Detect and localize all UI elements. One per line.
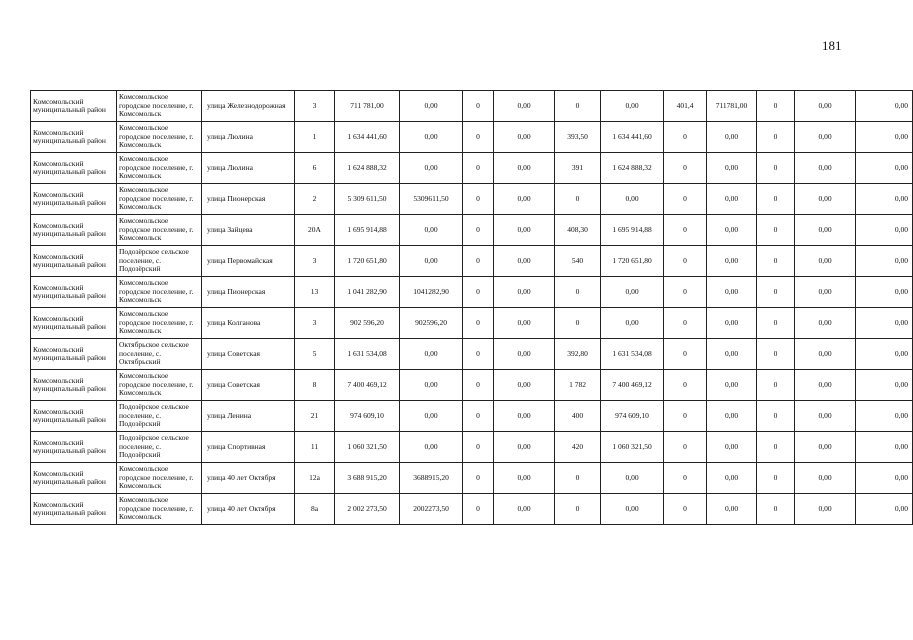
value-cell: 0 — [757, 184, 795, 215]
table-row — [31, 153, 913, 184]
value-cell: 0,00 — [707, 401, 757, 432]
value-cell: 1 624 888,32 — [601, 153, 664, 184]
value-cell: 0,00 — [400, 370, 463, 401]
value-cell: 0,00 — [494, 91, 555, 122]
value-cell: 0,00 — [856, 153, 913, 184]
street-cell: улица Пионерская — [202, 184, 295, 215]
district-cell: Комсомольский муниципальный район — [31, 432, 117, 463]
total-cost-cell: 5 309 611,50 — [335, 184, 400, 215]
district-cell: Комсомольский муниципальный район — [31, 370, 117, 401]
value-cell: 0 — [555, 308, 601, 339]
value-cell: 0 — [664, 339, 707, 370]
value-cell: 400 — [555, 401, 601, 432]
value-cell: 0,00 — [707, 463, 757, 494]
value-cell: 0 — [757, 122, 795, 153]
value-cell: 0,00 — [795, 246, 856, 277]
street-cell: улица Советская — [202, 339, 295, 370]
value-cell: 0 — [757, 153, 795, 184]
table-row — [31, 91, 913, 122]
value-cell: 0,00 — [707, 277, 757, 308]
value-cell: 711781,00 — [707, 91, 757, 122]
settlement-cell: Комсомольское городское поселение, г. Комсомольск — [117, 463, 202, 494]
value-cell: 0 — [757, 432, 795, 463]
value-cell: 0 — [463, 339, 494, 370]
value-cell: 0,00 — [601, 91, 664, 122]
value-cell: 0 — [664, 122, 707, 153]
value-cell: 0 — [463, 370, 494, 401]
value-cell: 0,00 — [494, 215, 555, 246]
street-cell: улица Советская — [202, 370, 295, 401]
settlement-cell: Комсомольское городское поселение, г. Комсомольск — [117, 184, 202, 215]
house-number-cell: 3 — [295, 308, 335, 339]
settlement-cell: Комсомольское городское поселение, г. Комсомольск — [117, 370, 202, 401]
value-cell: 0 — [463, 494, 494, 525]
value-cell: 0,00 — [400, 432, 463, 463]
settlement-cell: Комсомольское городское поселение, г. Комсомольск — [117, 122, 202, 153]
value-cell: 0,00 — [856, 339, 913, 370]
district-cell: Комсомольский муниципальный район — [31, 215, 117, 246]
value-cell: 0,00 — [601, 463, 664, 494]
table-row — [31, 215, 913, 246]
value-cell: 0,00 — [856, 215, 913, 246]
value-cell: 0,00 — [795, 463, 856, 494]
house-number-cell: 3 — [295, 246, 335, 277]
value-cell: 0,00 — [856, 184, 913, 215]
district-cell: Комсомольский муниципальный район — [31, 277, 117, 308]
value-cell: 1041282,90 — [400, 277, 463, 308]
house-number-cell: 5 — [295, 339, 335, 370]
street-cell: улица 40 лет Октября — [202, 463, 295, 494]
value-cell: 401,4 — [664, 91, 707, 122]
total-cost-cell: 1 695 914,88 — [335, 215, 400, 246]
value-cell: 0,00 — [795, 308, 856, 339]
value-cell: 0,00 — [400, 153, 463, 184]
district-cell: Комсомольский муниципальный район — [31, 494, 117, 525]
value-cell: 0,00 — [494, 370, 555, 401]
district-cell: Комсомольский муниципальный район — [31, 246, 117, 277]
value-cell: 0,00 — [856, 246, 913, 277]
value-cell: 0 — [757, 370, 795, 401]
settlement-cell: Комсомольское городское поселение, г. Комсомольск — [117, 153, 202, 184]
street-cell: улица Зайцева — [202, 215, 295, 246]
value-cell: 0,00 — [400, 246, 463, 277]
value-cell: 0,00 — [707, 339, 757, 370]
value-cell: 0,00 — [795, 370, 856, 401]
value-cell: 0 — [757, 494, 795, 525]
total-cost-cell: 1 060 321,50 — [335, 432, 400, 463]
value-cell: 0 — [664, 308, 707, 339]
value-cell: 0 — [463, 401, 494, 432]
house-number-cell: 6 — [295, 153, 335, 184]
settlement-cell: Комсомольское городское поселение, г. Комсомольск — [117, 91, 202, 122]
value-cell: 0 — [757, 401, 795, 432]
value-cell: 540 — [555, 246, 601, 277]
value-cell: 902596,20 — [400, 308, 463, 339]
district-cell: Комсомольский муниципальный район — [31, 308, 117, 339]
value-cell: 391 — [555, 153, 601, 184]
value-cell: 0,00 — [795, 432, 856, 463]
settlement-cell: Комсомольское городское поселение, г. Комсомольск — [117, 494, 202, 525]
value-cell: 0 — [664, 401, 707, 432]
value-cell: 0,00 — [856, 463, 913, 494]
value-cell: 0,00 — [494, 184, 555, 215]
table-row — [31, 401, 913, 432]
value-cell: 0 — [463, 184, 494, 215]
house-number-cell: 8а — [295, 494, 335, 525]
value-cell: 0,00 — [601, 184, 664, 215]
value-cell: 0,00 — [707, 432, 757, 463]
total-cost-cell: 1 720 651,80 — [335, 246, 400, 277]
value-cell: 0,00 — [856, 91, 913, 122]
settlement-cell: Комсомольское городское поселение, г. Комсомольск — [117, 215, 202, 246]
settlement-cell: Комсомольское городское поселение, г. Комсомольск — [117, 308, 202, 339]
house-number-cell: 1 — [295, 122, 335, 153]
value-cell: 0,00 — [707, 370, 757, 401]
value-cell: 0,00 — [601, 277, 664, 308]
table-row — [31, 308, 913, 339]
total-cost-cell: 711 781,00 — [335, 91, 400, 122]
total-cost-cell: 2 002 273,50 — [335, 494, 400, 525]
value-cell: 0 — [757, 463, 795, 494]
value-cell: 0 — [664, 153, 707, 184]
value-cell: 0 — [757, 308, 795, 339]
value-cell: 0 — [664, 432, 707, 463]
value-cell: 0,00 — [707, 153, 757, 184]
district-cell: Комсомольский муниципальный район — [31, 122, 117, 153]
street-cell: улица Железнодорожная — [202, 91, 295, 122]
value-cell: 0,00 — [400, 215, 463, 246]
settlement-cell: Комсомольское городское поселение, г. Комсомольск — [117, 277, 202, 308]
value-cell: 0 — [664, 277, 707, 308]
value-cell: 0,00 — [494, 246, 555, 277]
settlement-cell: Подозёрское сельское поселение, с. Подозёрский — [117, 401, 202, 432]
value-cell: 0 — [757, 246, 795, 277]
value-cell: 0,00 — [494, 308, 555, 339]
house-number-cell: 13 — [295, 277, 335, 308]
table-row — [31, 246, 913, 277]
street-cell: улица Спортивная — [202, 432, 295, 463]
value-cell: 0,00 — [795, 494, 856, 525]
house-number-cell: 2 — [295, 184, 335, 215]
street-cell: улица Пионерская — [202, 277, 295, 308]
value-cell: 0 — [664, 494, 707, 525]
value-cell: 0,00 — [707, 215, 757, 246]
value-cell: 0 — [463, 432, 494, 463]
district-cell: Комсомольский муниципальный район — [31, 184, 117, 215]
value-cell: 5309611,50 — [400, 184, 463, 215]
value-cell: 1 720 651,80 — [601, 246, 664, 277]
value-cell: 1 782 — [555, 370, 601, 401]
value-cell: 0,00 — [494, 122, 555, 153]
table-row — [31, 339, 913, 370]
street-cell: улица Первомайская — [202, 246, 295, 277]
value-cell: 0,00 — [856, 122, 913, 153]
value-cell: 0,00 — [795, 153, 856, 184]
value-cell: 0,00 — [795, 277, 856, 308]
district-cell: Комсомольский муниципальный район — [31, 401, 117, 432]
value-cell: 0,00 — [400, 401, 463, 432]
value-cell: 0 — [463, 308, 494, 339]
value-cell: 0,00 — [494, 401, 555, 432]
total-cost-cell: 902 596,20 — [335, 308, 400, 339]
value-cell: 0 — [555, 184, 601, 215]
total-cost-cell: 974 609,10 — [335, 401, 400, 432]
value-cell: 0,00 — [795, 122, 856, 153]
value-cell: 0,00 — [795, 91, 856, 122]
district-cell: Комсомольский муниципальный район — [31, 91, 117, 122]
value-cell: 0,00 — [601, 494, 664, 525]
value-cell: 0,00 — [494, 339, 555, 370]
value-cell: 0,00 — [494, 432, 555, 463]
table-row — [31, 184, 913, 215]
house-number-cell: 11 — [295, 432, 335, 463]
value-cell: 0 — [463, 463, 494, 494]
value-cell: 0 — [463, 215, 494, 246]
settlement-cell: Подозёрское сельское поселение, с. Подозёрский — [117, 246, 202, 277]
value-cell: 0 — [555, 494, 601, 525]
value-cell: 0 — [757, 339, 795, 370]
value-cell: 0,00 — [400, 339, 463, 370]
value-cell: 0 — [664, 463, 707, 494]
total-cost-cell: 7 400 469,12 — [335, 370, 400, 401]
value-cell: 0,00 — [795, 184, 856, 215]
value-cell: 420 — [555, 432, 601, 463]
value-cell: 0,00 — [601, 308, 664, 339]
value-cell: 392,80 — [555, 339, 601, 370]
value-cell: 0,00 — [494, 153, 555, 184]
value-cell: 0 — [463, 91, 494, 122]
total-cost-cell: 1 041 282,90 — [335, 277, 400, 308]
value-cell: 0 — [664, 215, 707, 246]
total-cost-cell: 1 634 441,60 — [335, 122, 400, 153]
house-number-cell: 3 — [295, 91, 335, 122]
value-cell: 0 — [664, 370, 707, 401]
value-cell: 0,00 — [856, 494, 913, 525]
table-row — [31, 494, 913, 525]
value-cell: 0,00 — [795, 339, 856, 370]
value-cell: 0,00 — [494, 494, 555, 525]
value-cell: 0 — [555, 277, 601, 308]
value-cell: 0,00 — [707, 308, 757, 339]
table-row — [31, 432, 913, 463]
value-cell: 393,50 — [555, 122, 601, 153]
value-cell: 0,00 — [856, 401, 913, 432]
settlement-cell: Октябрьское сельское поселение, с. Октябрьский — [117, 339, 202, 370]
district-cell: Комсомольский муниципальный район — [31, 463, 117, 494]
value-cell: 408,30 — [555, 215, 601, 246]
value-cell: 0,00 — [856, 277, 913, 308]
value-cell: 0,00 — [707, 122, 757, 153]
value-cell: 0,00 — [707, 494, 757, 525]
value-cell: 0 — [555, 463, 601, 494]
value-cell: 0,00 — [795, 215, 856, 246]
total-cost-cell: 1 631 534,08 — [335, 339, 400, 370]
district-cell: Комсомольский муниципальный район — [31, 153, 117, 184]
value-cell: 0 — [463, 122, 494, 153]
value-cell: 1 695 914,88 — [601, 215, 664, 246]
table-row — [31, 277, 913, 308]
house-number-cell: 20А — [295, 215, 335, 246]
value-cell: 0,00 — [856, 370, 913, 401]
value-cell: 0 — [757, 91, 795, 122]
value-cell: 0,00 — [856, 432, 913, 463]
value-cell: 0,00 — [795, 401, 856, 432]
table-row — [31, 463, 913, 494]
house-number-cell: 8 — [295, 370, 335, 401]
house-number-cell: 12а — [295, 463, 335, 494]
value-cell: 0,00 — [400, 122, 463, 153]
house-number-cell: 21 — [295, 401, 335, 432]
value-cell: 0 — [555, 91, 601, 122]
value-cell: 0 — [664, 246, 707, 277]
value-cell: 0 — [463, 246, 494, 277]
street-cell: улица 40 лет Октября — [202, 494, 295, 525]
value-cell: 0 — [757, 215, 795, 246]
value-cell: 0 — [664, 184, 707, 215]
value-cell: 974 609,10 — [601, 401, 664, 432]
value-cell: 1 060 321,50 — [601, 432, 664, 463]
total-cost-cell: 1 624 888,32 — [335, 153, 400, 184]
value-cell: 0 — [463, 277, 494, 308]
value-cell: 3688915,20 — [400, 463, 463, 494]
value-cell: 1 631 534,08 — [601, 339, 664, 370]
value-cell: 0,00 — [707, 184, 757, 215]
value-cell: 0,00 — [494, 463, 555, 494]
value-cell: 0,00 — [707, 246, 757, 277]
value-cell: 0,00 — [856, 308, 913, 339]
value-cell: 2002273,50 — [400, 494, 463, 525]
street-cell: улица Ленина — [202, 401, 295, 432]
street-cell: улица Люлина — [202, 153, 295, 184]
value-cell: 1 634 441,60 — [601, 122, 664, 153]
value-cell: 7 400 469,12 — [601, 370, 664, 401]
value-cell: 0 — [757, 277, 795, 308]
table-row — [31, 370, 913, 401]
value-cell: 0 — [463, 153, 494, 184]
value-cell: 0,00 — [494, 277, 555, 308]
street-cell: улица Люлина — [202, 122, 295, 153]
district-cell: Комсомольский муниципальный район — [31, 339, 117, 370]
settlement-cell: Подозёрское сельское поселение, с. Подозёрский — [117, 432, 202, 463]
total-cost-cell: 3 688 915,20 — [335, 463, 400, 494]
page-number: 181 — [822, 38, 842, 53]
repair-program-table — [30, 90, 913, 525]
table-body — [31, 91, 913, 525]
table-row — [31, 122, 913, 153]
street-cell: улица Колганова — [202, 308, 295, 339]
value-cell: 0,00 — [400, 91, 463, 122]
